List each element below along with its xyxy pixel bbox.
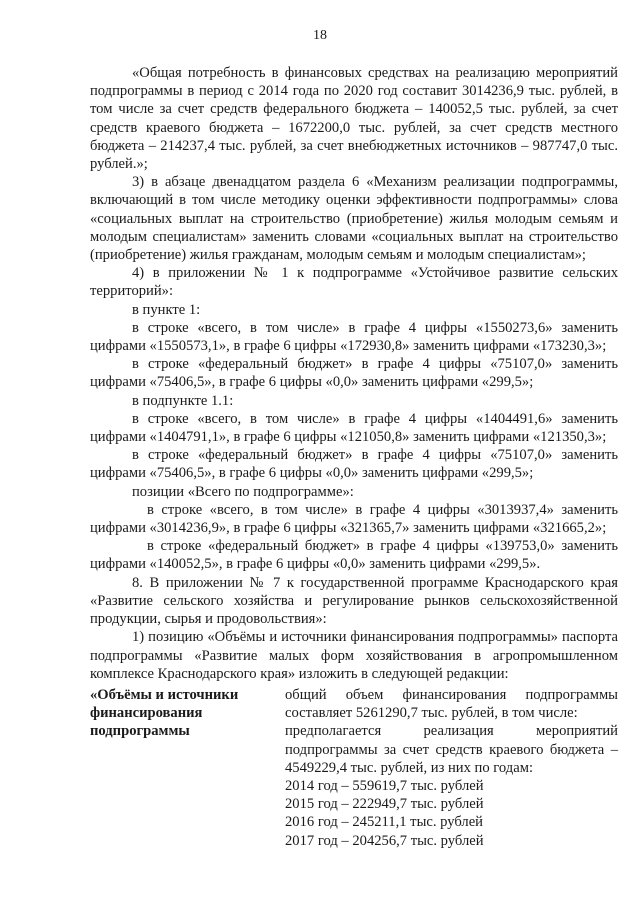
paragraph: 1) позицию «Объёмы и источники финансирования подпрограммы» паспорта подпрограммы «Развитие малых форм хозяйствования в агропромышленном комплексе Краснодарского края» изложить в следующей редакции: <box>90 629 618 682</box>
paragraph: в строке «федеральный бюджет» в графе 4 цифры «75107,0» заменить цифрами «75406,5», в графе 6 цифры «0,0» заменить цифрами «299,5»; <box>90 447 618 482</box>
paragraph: в строке «всего, в том числе» в графе 4 цифры «3013937,4» заменить цифрами «3014236,9», в графе 6 цифры «321365,7» заменить цифрами «321665,2»; <box>90 501 618 537</box>
table-line: общий объем финансирования подпрограммы составляет 5261290,7 тыс. рублей, в том числе: <box>285 687 618 722</box>
table-line: 2015 год – 222949,7 тыс. рублей <box>285 796 484 813</box>
table-label: «Объёмы и источники финансирования подпрограммы <box>90 687 239 740</box>
paragraph: 3) в абзаце двенадцатом раздела 6 «Механизм реализации подпрограммы, включающий в том числе методику оценки эффективности подпрограммы» слова «социальных выплат на строительство (приобретение) жилья молодым семьям и молодым специалистам» заменить словами «социальных выплат на строительство (приобретение) жилья гражданам, молодым семьям и молодым специалистам»; <box>90 174 618 264</box>
paragraph: в строке «всего, в том числе» в графе 4 цифры «1404491,6» заменить цифрами «1404791,1», в графе 6 цифры «121050,8» заменить цифрами «121350,3»; <box>90 410 618 446</box>
page-number: 18 <box>313 28 327 43</box>
paragraph: в строке «федеральный бюджет» в графе 4 цифры «139753,0» заменить цифрами «140052,5», в графе 6 цифры «0,0» заменить цифрами «299,5». <box>90 538 618 573</box>
paragraph: в пункте 1: <box>132 301 201 318</box>
paragraph: 8. В приложении № 7 к государственной программе Краснодарского края «Развитие сельского хозяйства и регулирование рынков сельскохозяйственной продукции, сырья и продовольствия»: <box>90 574 618 628</box>
table-line: предполагается реализация мероприятий подпрограммы за счет средств краевого бюджета – 4549229,4 тыс. рублей, из них по годам: <box>285 723 618 776</box>
table-content <box>285 686 618 850</box>
paragraph: позиции «Всего по подпрограмме»: <box>132 483 354 500</box>
paragraph: в строке «всего, в том числе» в графе 4 цифры «1550273,6» заменить цифрами «1550573,1», в графе 6 цифры «172930,8» заменить цифрами «173230,3»; <box>90 319 618 355</box>
table-line: 2014 год – 559619,7 тыс. рублей <box>285 778 484 795</box>
table-line: 2017 год – 204256,7 тыс. рублей <box>285 832 484 849</box>
paragraph: в строке «федеральный бюджет» в графе 4 цифры «75107,0» заменить цифрами «75406,5», в графе 6 цифры «0,0» заменить цифрами «299,5»; <box>90 356 618 391</box>
paragraph: «Общая потребность в финансовых средствах на реализацию мероприятий подпрограммы в период с 2014 года по 2020 год составит 3014236,9 тыс. рублей, в том числе за счет средств федерального бюджета – 140052,5 тыс. рублей, за счет средств краевого бюджета – 1672200,0 тыс. рублей, за счет средств местного бюджета – 214237,4 тыс. рублей, за счет внебюджетных источников – 987747,0 тыс. рублей.»; <box>90 65 618 173</box>
document-body <box>90 64 618 683</box>
paragraph: 4) в приложении № 1 к подпрограмме «Устойчивое развитие сельских территорий»: <box>90 265 618 300</box>
paragraph: в подпункте 1.1: <box>132 392 234 409</box>
table-line: 2016 год – 245211,1 тыс. рублей <box>285 814 483 831</box>
